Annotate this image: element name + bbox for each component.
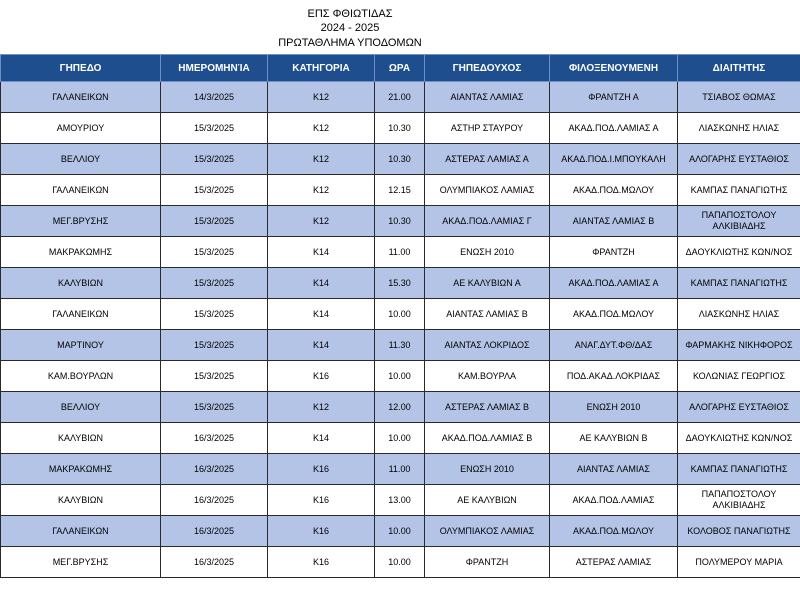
away-team-cell: ΦΡΑΝΤΖΗ	[550, 237, 678, 268]
time-cell: 13.00	[375, 485, 425, 516]
table-row	[1, 268, 800, 299]
table-body	[1, 82, 800, 578]
venue-cell: ΜΑΚΡΑΚΩΜΗΣ	[1, 237, 161, 268]
category-cell: Κ14	[268, 268, 375, 299]
date-cell: 16/3/2025	[161, 516, 268, 547]
home-team-cell: ΑΣΤΗΡ ΣΤΑΥΡΟΥ	[425, 113, 550, 144]
category-cell: Κ12	[268, 82, 375, 113]
away-team-cell: ΑΚΑΔ.ΠΟΔ.ΛΑΜΙΑΣ Α	[550, 113, 678, 144]
date-cell: 15/3/2025	[161, 361, 268, 392]
venue-cell: ΜΑΡΤΙΝΟΥ	[1, 330, 161, 361]
referee-cell: ΠΑΠΑΠΟΣΤΟΛΟΥ ΑΛΚΙΒΙΑΔΗΣ	[678, 485, 800, 516]
time-cell: 10.00	[375, 547, 425, 578]
category-cell: Κ16	[268, 516, 375, 547]
date-cell: 15/3/2025	[161, 392, 268, 423]
away-team-cell: ΑΣΤΕΡΑΣ ΛΑΜΙΑΣ	[550, 547, 678, 578]
venue-cell: ΚΑΜ.ΒΟΥΡΛΩΝ	[1, 361, 161, 392]
venue-cell: ΚΑΛΥΒΙΩΝ	[1, 485, 161, 516]
home-team-cell: ΑΚΑΔ.ΠΟΔ.ΛΑΜΙΑΣ Β	[425, 423, 550, 454]
referee-cell: ΔΑΟΥΚΛΙΩΤΗΣ ΚΩΝ/ΝΟΣ	[678, 237, 800, 268]
home-team-cell: ΑΕ ΚΑΛΥΒΙΩΝ	[425, 485, 550, 516]
category-cell: Κ12	[268, 392, 375, 423]
home-team-cell: ΑΙΑΝΤΑΣ ΛΑΜΙΑΣ Β	[425, 299, 550, 330]
away-team-cell: ΑΚΑΔ.ΠΟΔ.Ι.ΜΠΟΥΚΑΛΗ	[550, 144, 678, 175]
referee-cell: ΚΑΜΠΑΣ ΠΑΝΑΓΙΩΤΗΣ	[678, 454, 800, 485]
time-cell: 11.30	[375, 330, 425, 361]
federation-name: ΕΠΣ ΦΘΙΩΤΙΔΑΣ	[307, 8, 393, 20]
referee-cell: ΔΑΟΥΚΛΙΩΤΗΣ ΚΩΝ/ΝΟΣ	[678, 423, 800, 454]
time-cell: 11.00	[375, 237, 425, 268]
header-time: ΩΡΑ	[375, 55, 425, 82]
category-cell: Κ16	[268, 361, 375, 392]
date-cell: 15/3/2025	[161, 144, 268, 175]
category-cell: Κ12	[268, 144, 375, 175]
category-cell: Κ16	[268, 485, 375, 516]
table-row	[1, 547, 800, 578]
table-row	[1, 144, 800, 175]
time-cell: 11.00	[375, 454, 425, 485]
away-team-cell: ΑΙΑΝΤΑΣ ΛΑΜΙΑΣ	[550, 454, 678, 485]
time-cell: 10.00	[375, 516, 425, 547]
home-team-cell: ΟΛΥΜΠΙΑΚΟΣ ΛΑΜΙΑΣ	[425, 516, 550, 547]
venue-cell: ΓΑΛΑΝΕΙΚΩΝ	[1, 516, 161, 547]
date-cell: 15/3/2025	[161, 113, 268, 144]
home-team-cell: ΑΣΤΕΡΑΣ ΛΑΜΙΑΣ Α	[425, 144, 550, 175]
home-team-cell: ΑΣΤΕΡΑΣ ΛΑΜΙΑΣ Β	[425, 392, 550, 423]
home-team-cell: ΦΡΑΝΤΖΗ	[425, 547, 550, 578]
referee-cell: ΛΙΑΣΚΩΝΗΣ ΗΛΙΑΣ	[678, 113, 800, 144]
referee-cell: ΚΟΛΟΒΟΣ ΠΑΝΑΓΙΩΤΗΣ	[678, 516, 800, 547]
venue-cell: ΓΑΛΑΝΕΙΚΩΝ	[1, 82, 161, 113]
time-cell: 10.00	[375, 299, 425, 330]
home-team-cell: ΑΕ ΚΑΛΥΒΙΩΝ Α	[425, 268, 550, 299]
date-cell: 15/3/2025	[161, 237, 268, 268]
home-team-cell: ΕΝΩΣΗ 2010	[425, 454, 550, 485]
date-cell: 15/3/2025	[161, 330, 268, 361]
venue-cell: ΒΕΛΛΙΟΥ	[1, 144, 161, 175]
venue-cell: ΓΑΛΑΝΕΙΚΩΝ	[1, 299, 161, 330]
document-title	[0, 0, 800, 52]
header-date: ΗΜΕΡΟΜΗΝΊΑ	[161, 55, 268, 82]
table-row	[1, 516, 800, 547]
referee-cell: ΠΑΠΑΠΟΣΤΟΛΟΥ ΑΛΚΙΒΙΑΔΗΣ	[678, 206, 800, 237]
home-team-cell: ΟΛΥΜΠΙΑΚΟΣ ΛΑΜΙΑΣ	[425, 175, 550, 206]
category-cell: Κ14	[268, 423, 375, 454]
referee-cell: ΚΑΜΠΑΣ ΠΑΝΑΓΙΩΤΗΣ	[678, 175, 800, 206]
time-cell: 12.00	[375, 392, 425, 423]
time-cell: 10.00	[375, 423, 425, 454]
category-cell: Κ12	[268, 175, 375, 206]
table-row	[1, 361, 800, 392]
date-cell: 16/3/2025	[161, 423, 268, 454]
category-cell: Κ14	[268, 330, 375, 361]
away-team-cell: ΑΝΑΓ.ΔΥΤ.ΦΘ/ΔΑΣ	[550, 330, 678, 361]
venue-cell: ΜΕΓ.ΒΡΥΣΗΣ	[1, 547, 161, 578]
away-team-cell: ΦΡΑΝΤΖΗ Α	[550, 82, 678, 113]
home-team-cell: ΑΚΑΔ.ΠΟΔ.ΛΑΜΙΑΣ Γ	[425, 206, 550, 237]
venue-cell: ΑΜΟΥΡΙΟΥ	[1, 113, 161, 144]
header-home-team: ΓΗΠΕΔΟΥΧΟΣ	[425, 55, 550, 82]
category-cell: Κ16	[268, 547, 375, 578]
match-schedule-table	[0, 54, 800, 578]
category-cell: Κ16	[268, 454, 375, 485]
date-cell: 16/3/2025	[161, 485, 268, 516]
date-cell: 15/3/2025	[161, 299, 268, 330]
referee-cell: ΠΟΛΥΜΕΡΟΥ ΜΑΡΙΑ	[678, 547, 800, 578]
venue-cell: ΒΕΛΛΙΟΥ	[1, 392, 161, 423]
date-cell: 15/3/2025	[161, 175, 268, 206]
time-cell: 15.30	[375, 268, 425, 299]
date-cell: 15/3/2025	[161, 206, 268, 237]
table-header-row	[1, 55, 800, 82]
time-cell: 12.15	[375, 175, 425, 206]
away-team-cell: ΑΚΑΔ.ΠΟΔ.ΛΑΜΙΑΣ Α	[550, 268, 678, 299]
time-cell: 10.30	[375, 144, 425, 175]
away-team-cell: ΑΚΑΔ.ΠΟΔ.ΜΩΛΟΥ	[550, 516, 678, 547]
table-row	[1, 175, 800, 206]
away-team-cell: ΑΕ ΚΑΛΥΒΙΩΝ Β	[550, 423, 678, 454]
table-row	[1, 113, 800, 144]
header-away-team: ΦΙΛΟΞΕΝΟΥΜΕΝΗ	[550, 55, 678, 82]
time-cell: 21.00	[375, 82, 425, 113]
table-row	[1, 454, 800, 485]
away-team-cell: ΑΙΑΝΤΑΣ ΛΑΜΙΑΣ Β	[550, 206, 678, 237]
table-row	[1, 485, 800, 516]
away-team-cell: ΠΟΔ.ΑΚΑΔ.ΛΟΚΡΙΔΑΣ	[550, 361, 678, 392]
referee-cell: ΑΛΟΓΑΡΗΣ ΕΥΣΤΑΘΙΟΣ	[678, 144, 800, 175]
time-cell: 10.00	[375, 361, 425, 392]
venue-cell: ΜΑΚΡΑΚΩΜΗΣ	[1, 454, 161, 485]
table-row	[1, 206, 800, 237]
venue-cell: ΚΑΛΥΒΙΩΝ	[1, 268, 161, 299]
date-cell: 16/3/2025	[161, 547, 268, 578]
date-cell: 16/3/2025	[161, 454, 268, 485]
table-row	[1, 330, 800, 361]
table-row	[1, 423, 800, 454]
category-cell: Κ12	[268, 206, 375, 237]
referee-cell: ΑΛΟΓΑΡΗΣ ΕΥΣΤΑΘΙΟΣ	[678, 392, 800, 423]
away-team-cell: ΑΚΑΔ.ΠΟΔ.ΜΩΛΟΥ	[550, 299, 678, 330]
home-team-cell: ΚΑΜ.ΒΟΥΡΛΑ	[425, 361, 550, 392]
away-team-cell: ΕΝΩΣΗ 2010	[550, 392, 678, 423]
home-team-cell: ΕΝΩΣΗ 2010	[425, 237, 550, 268]
table-row	[1, 299, 800, 330]
season-label: 2024 - 2025	[320, 22, 380, 34]
championship-name: ΠΡΩΤΑΘΛΗΜΑ ΥΠΟΔΟΜΩΝ	[278, 37, 422, 49]
referee-cell: ΚΑΜΠΑΣ ΠΑΝΑΓΙΩΤΗΣ	[678, 268, 800, 299]
venue-cell: ΓΑΛΑΝΕΙΚΩΝ	[1, 175, 161, 206]
referee-cell: ΚΟΛΩΝΙΑΣ ΓΕΩΡΓΙΟΣ	[678, 361, 800, 392]
away-team-cell: ΑΚΑΔ.ΠΟΔ.ΜΩΛΟΥ	[550, 175, 678, 206]
header-venue: ΓΗΠΕΔΟ	[1, 55, 161, 82]
category-cell: Κ14	[268, 237, 375, 268]
venue-cell: ΜΕΓ.ΒΡΥΣΗΣ	[1, 206, 161, 237]
table-row	[1, 392, 800, 423]
venue-cell: ΚΑΛΥΒΙΩΝ	[1, 423, 161, 454]
referee-cell: ΤΣΙΑΒΟΣ ΘΩΜΑΣ	[678, 82, 800, 113]
away-team-cell: ΑΚΑΔ.ΠΟΔ.ΛΑΜΙΑΣ	[550, 485, 678, 516]
referee-cell: ΛΙΑΣΚΩΝΗΣ ΗΛΙΑΣ	[678, 299, 800, 330]
table-row	[1, 237, 800, 268]
date-cell: 14/3/2025	[161, 82, 268, 113]
date-cell: 15/3/2025	[161, 268, 268, 299]
time-cell: 10.30	[375, 113, 425, 144]
home-team-cell: ΑΙΑΝΤΑΣ ΛΑΜΙΑΣ	[425, 82, 550, 113]
table-row	[1, 82, 800, 113]
referee-cell: ΦΑΡΜΑΚΗΣ ΝΙΚΗΦΟΡΟΣ	[678, 330, 800, 361]
time-cell: 10.30	[375, 206, 425, 237]
category-cell: Κ14	[268, 299, 375, 330]
category-cell: Κ12	[268, 113, 375, 144]
header-category: ΚΑΤΗΓΟΡΙΑ	[268, 55, 375, 82]
header-referee: ΔΙΑΙΤΗΤΗΣ	[678, 55, 800, 82]
home-team-cell: ΑΙΑΝΤΑΣ ΛΟΚΡΙΔΟΣ	[425, 330, 550, 361]
